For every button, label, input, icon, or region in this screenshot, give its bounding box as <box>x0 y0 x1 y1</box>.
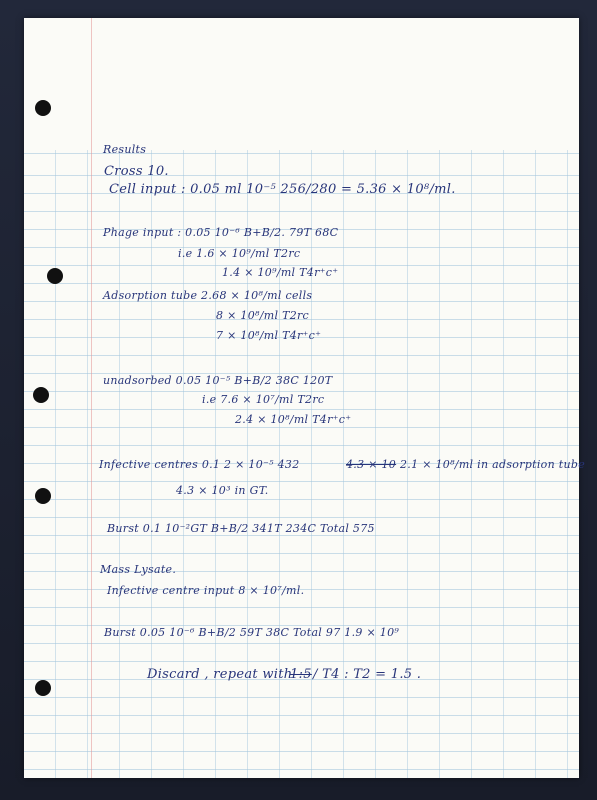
adsorption-line-1: Adsorption tube 2.68 × 10⁸/ml cells <box>103 289 313 302</box>
punch-hole-5 <box>35 680 51 696</box>
punch-hole-1 <box>35 100 51 116</box>
struck-out-value: 4.3 × 10 <box>346 458 397 471</box>
heading-cross: Cross 10. <box>104 164 169 179</box>
phage-ie-line-1: i.e 1.6 × 10⁹/ml T2rc <box>178 247 301 260</box>
infective-adsorption-value: 2.1 × 10⁸/ml in adsorption tube <box>400 458 586 471</box>
adsorption-line-2: 8 × 10⁸/ml T2rc <box>216 309 310 322</box>
unadsorbed-line-2: i.e 7.6 × 10⁷/ml T2rc <box>202 393 325 406</box>
discard-ratio-line: / T4 : T2 = 1.5 . <box>313 667 422 682</box>
cell-input-line: Cell input : 0.05 ml 10⁻⁵ 256/280 = 5.36 × 10⁸/ml. <box>109 182 456 197</box>
adsorption-line-3: 7 × 10⁸/ml T4r⁺c⁺ <box>216 329 322 342</box>
punch-hole-2 <box>47 268 63 284</box>
discard-struck-ratio: 1:5 <box>290 667 312 682</box>
phage-ie-line-2: 1.4 × 10⁹/ml T4r⁺c⁺ <box>222 266 339 279</box>
phage-input-line: Phage input : 0.05 10⁻⁶ B+B/2. 79T 68C <box>103 226 339 239</box>
heading-mass-lysate: Mass Lysate. <box>100 563 177 576</box>
page-header-area <box>24 18 579 150</box>
punch-hole-4 <box>35 488 51 504</box>
infective-gt-line: 4.3 × 10³ in GT. <box>176 484 269 497</box>
unadsorbed-line-3: 2.4 × 10⁸/ml T4r⁺c⁺ <box>235 413 352 426</box>
punch-hole-3 <box>33 387 49 403</box>
heading-results: Results <box>103 143 147 156</box>
infective-centres-line: Infective centres 0.1 2 × 10⁻⁵ 432 <box>99 458 300 471</box>
burst-line-2: Burst 0.05 10⁻⁶ B+B/2 59T 38C Total 97 1.9 × 10⁹ <box>104 626 400 639</box>
discard-line: Discard , repeat with <box>147 667 293 682</box>
burst-line-1: Burst 0.1 10⁻²GT B+B/2 341T 234C Total 575 <box>107 522 375 535</box>
infective-centre-input-line: Infective centre input 8 × 10⁷/ml. <box>107 584 305 597</box>
unadsorbed-line-1: unadsorbed 0.05 10⁻⁵ B+B/2 38C 120T <box>103 374 333 387</box>
